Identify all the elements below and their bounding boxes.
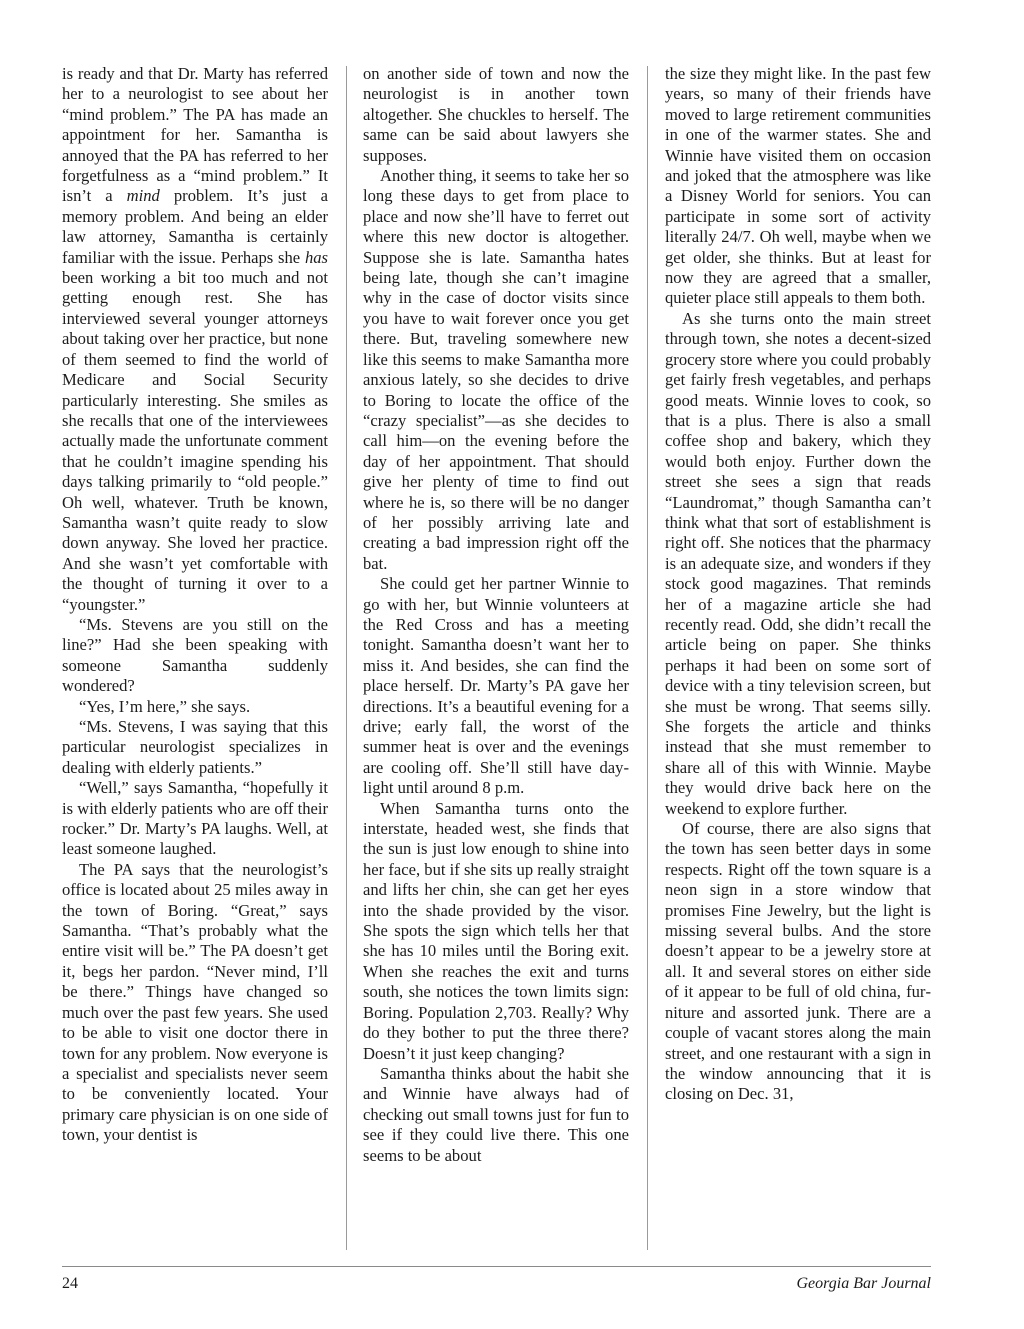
text-run: As she turns onto the main street through town, she notes a decent-sized grocery store where you could probably get fairly fresh vegetables, and perhaps good meats. Winnie loves to cook, so that is a plus. There is also a small coffee shop and bakery, which they would both enjoy. Further down the street she sees a sign that reads “Laundromat,” though Samantha can’t think what that sort of establishment is right off. She notices that the pharmacy is an adequate size, and wonders if they stock good magazines. That reminds her of a magazine article she had recently read. Odd, she didn’t recall the article being on paper. She thinks perhaps it had been on some sort of device with a tiny television screen, but she must be wrong. That seems silly. She forgets the article and thinks instead that she must remember to share all of this with Winnie. Maybe they would drive back here on the weekend to explore further. [665,308,931,818]
paragraph [62,615,328,697]
paragraph [62,64,328,615]
page-number: 24 [62,1275,78,1292]
text-run: been working a bit too much and not getting enough rest. She has interviewed several younger attorneys about taking over her practice, but none of them seemed to find the world of Medicare and Social Security particularly interesting. She smiles as she recalls that one of the interviewees actually made the unfortunate comment that he couldn’t imagine spending his days talking primarily to “old people.” Oh well, whatever. Truth be known, Samantha wasn’t quite ready to slow down anyway. She loved her practice. And she wasn’t yet comfortable with the thought of turning it over to a “youngster.” [62,268,328,614]
text-column-1 [62,64,328,1146]
italic-text: has [304,247,328,267]
text-run: When Samantha turns onto the interstate, headed west, she finds that the sun is just low enough to shine into her face, but if she sits up really straight and lifts her chin, she can get her eyes into the shade provided by the visor. She spots the sign which tells her that she has 10 miles until the Boring exit. When she reaches the exit and turns south, she notices the town limits sign: Boring. Population 2,703. Really? Why do they bother to put the three there? Doesn’t it just keep changing? [363,798,629,1063]
text-run: Of course, there are also signs that the town has seen better days in some respects. Right off the town square is a neon sign in a store window that promises Fine Jewelry, but the light is missing several bulbs. And the store doesn’t appear to be a jewelry store at all. It and several stores on either side of it appear to be full of old china, furniture and assorted junk. There are a couple of vacant stores along the main street, and one restaurant with a sign in the window announcing that it is closing on Dec. 31, [665,819,931,1104]
paragraph [62,697,328,717]
text-run: Samantha thinks about the habit she and Winnie have always had of checking out small towns just for fun to see if they could live there. This one seems to be about [363,1063,629,1165]
text-column-2 [363,64,629,1166]
text-run: “Ms. Stevens, I was saying that this particular neurologist specializes in dealing with elderly patients.” [62,717,328,777]
text-run: The PA says that the neurologist’s office is located about 25 miles away in the town of Boring. “Great,” says Samantha. “That’s probably what the entire visit will be.” The PA doesn’t get it, begs her pardon. “Never mind, I’ll be there.” Things have changed so much over the past few years. She used to be able to visit one doctor there in town for any problem. Now everyone is a specialist and specialists never seem to be conveniently located. Your primary care physician is on one side of town, your dentist is [62,859,328,1145]
text-run: “Well,” says Samantha, “hopefully it is with elderly patients who are off their rocker.” Dr. Marty’s PA laughs. Well, at least someone laughed. [62,778,328,859]
paragraph [62,860,328,1146]
paragraph [665,819,931,1105]
text-run: She could get her partner Winnie to go with her, but Winnie volunteers at the Red Cross and has a meeting tonight. Samantha doesn’t want her to miss it. And besides, she can find the place herself. Dr. Marty’s PA gave her directions. It’s a beautiful evening for a drive; early fall, the worst of the summer heat is over and the evenings are cooling off. She’ll still have daylight until around 8 p.m. [363,574,629,798]
text-run: is ready and that Dr. Marty has referred her to a neurologist to see about her “mind problem.” The PA has made an appointment for her. Samantha is annoyed that the PA has referred to her forgetfulness as a “mind problem.” It isn’t a [62,64,328,206]
column-divider-1 [346,66,347,1250]
paragraph [665,64,931,309]
column-divider-2 [647,66,648,1250]
paragraph [363,799,629,1064]
paragraph [363,574,629,798]
italic-text: mind [126,186,160,206]
text-column-3 [665,64,931,1105]
paragraph [62,717,328,778]
paragraph [363,166,629,574]
footer-rule [62,1266,931,1267]
text-run: problem. It’s just a memory problem. And being an elder law attorney, Samantha is certainly familiar with the issue. Perhaps she [62,186,328,267]
journal-name: Georgia Bar Journal [796,1275,931,1292]
text-run: “Ms. Stevens are you still on the line?” Had she been speaking with someone Samantha suddenly wondered? [62,614,328,696]
paragraph [363,64,629,166]
text-run: Another thing, it seems to take her so long these days to get from place to place and now she’ll have to ferret out where this new doctor is altogether. Suppose she is late. Samantha hates being late, though she can’t imagine why in the case of doctor visits since you have to wait forever once you get there. But, traveling somewhere new like this seems to make Samantha more anxious lately, so she decides to drive to Boring to locate the office of the “crazy specialist”—as she decides to call him—on the evening before the day of her appointment. That should give her plenty of time to find out where he is, so there will be no danger of her possibly arriving late and creating a bad impression right off the bat. [363,166,629,573]
paragraph [62,778,328,860]
paragraph [665,309,931,819]
text-run: the size they might like. In the past few years, so many of their friends have moved to large retirement communities in one of the warmer states. She and Winnie have visited them on occasion and joked that the atmosphere was like a Disney World for seniors. You can participate in some sort of activity literally 24/7. Oh well, maybe when we get older, she thinks. But at least for now they are agreed that a smaller, quieter place still appeals to them both. [665,64,931,308]
text-run: “Yes, I’m here,” she says. [79,696,251,716]
paragraph [363,1064,629,1166]
text-run: on another side of town and now the neurologist is in another town altogether. She chuckles to herself. The same can be said about lawyers she supposes. [363,64,629,165]
